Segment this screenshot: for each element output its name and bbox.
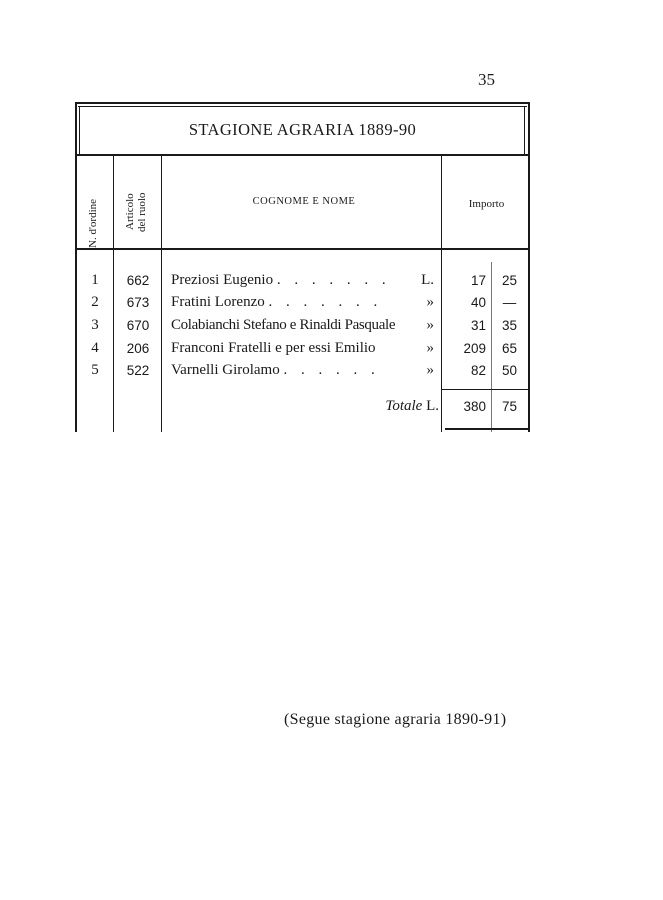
row-lire: 31 [470, 318, 486, 333]
row-leader-dots: . . . . . . . [268, 294, 383, 310]
row-mark: » [426, 340, 434, 356]
row-articolo: 206 [126, 341, 150, 356]
row-mark: » [426, 294, 434, 310]
row-mark: » [426, 362, 434, 378]
row-centesimi: 25 [501, 273, 518, 288]
row-articolo: 673 [126, 295, 150, 310]
row-nome [171, 294, 435, 311]
total-row [75, 398, 530, 420]
row-centesimi: 35 [501, 318, 518, 333]
row-nome-text: Franconi Fratelli e per essi Emilio [171, 340, 376, 356]
row-lire: 40 [470, 295, 486, 310]
row-nome-text: Varnelli Girolamo [171, 362, 280, 378]
rule-below-title [75, 154, 530, 156]
total-label [275, 398, 439, 415]
row-nome [171, 340, 435, 357]
row-number: 5 [91, 362, 99, 378]
table-row [75, 340, 530, 363]
header-nome: COGNOME E NOME [252, 196, 356, 207]
row-articolo: 670 [126, 318, 150, 333]
row-nome-text: Colabianchi Stefano e Rinaldi Pasquale [171, 317, 396, 333]
rule-top [75, 102, 530, 104]
row-number: 3 [91, 317, 99, 333]
page-number: 35 [478, 70, 495, 89]
header-articolo: Articolo del ruolo [124, 192, 148, 232]
table-row [75, 362, 530, 385]
table-row [75, 294, 530, 317]
row-leader-dots: . . . . . . [283, 362, 380, 378]
ledger-table [75, 102, 530, 432]
row-articolo: 522 [126, 363, 150, 378]
rule-above-total [441, 389, 530, 390]
row-articolo: 662 [126, 273, 150, 288]
row-nome-text: Preziosi Eugenio [171, 272, 274, 288]
header-ordine: N. d'ordine [87, 198, 99, 248]
row-mark: » [426, 317, 434, 333]
row-mark: L. [421, 272, 434, 288]
table-row [75, 272, 530, 295]
row-lire: 82 [470, 363, 486, 378]
row-centesimi: — [502, 295, 517, 310]
row-number: 2 [91, 294, 99, 310]
table-row [75, 317, 530, 340]
total-label-text: Totale [385, 398, 423, 414]
row-number: 4 [91, 340, 99, 356]
row-nome [171, 362, 435, 379]
rule-below-total [445, 428, 530, 430]
row-nome [171, 272, 435, 289]
rule-below-header [75, 248, 530, 250]
total-currency: L. [426, 398, 439, 414]
footer-note: (Segue stagione agraria 1890-91) [284, 711, 507, 728]
table-title: STAGIONE AGRARIA 1889-90 [188, 120, 417, 139]
row-centesimi: 50 [501, 363, 518, 378]
row-number: 1 [91, 272, 99, 288]
row-nome [171, 317, 435, 334]
header-importo: Importo [468, 198, 505, 210]
total-lire: 380 [463, 399, 486, 414]
row-lire: 209 [463, 341, 486, 356]
rule-top-inner [78, 106, 527, 107]
row-centesimi: 65 [501, 341, 518, 356]
row-lire: 17 [470, 273, 486, 288]
total-centesimi: 75 [501, 399, 518, 414]
row-nome-text: Fratini Lorenzo [171, 294, 265, 310]
row-leader-dots: . . . . . . . [276, 272, 391, 288]
